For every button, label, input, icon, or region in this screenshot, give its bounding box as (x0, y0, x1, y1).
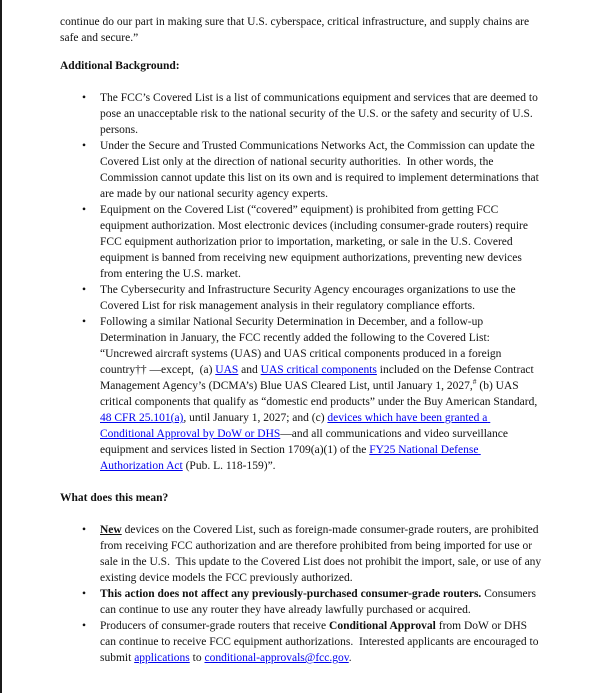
bullet-marker-icon: • (82, 524, 87, 536)
list-item (60, 586, 542, 618)
list-item (60, 90, 542, 138)
list-item (60, 282, 542, 314)
fy25-ndaa-link[interactable]: FY25 National Defense Authorization Act (100, 444, 481, 472)
bullet-marker-icon: • (82, 284, 87, 296)
text-run: (Pub. L. 118-159)”. (182, 460, 276, 472)
heading-additional-background: Additional Background: (60, 60, 180, 72)
uas-link[interactable]: UAS (215, 364, 239, 376)
text-run: This action does not affect any previously-purchased consumer-grade routers. (100, 588, 482, 600)
bullet-marker-icon: • (82, 204, 87, 216)
list-item (60, 618, 542, 666)
bullet-marker-icon: • (82, 316, 87, 328)
text-run: included on the Defense Contract Management Agency’s (DCMA’s) Blue UAS Cleared List, until January 1, 2027, (100, 364, 537, 392)
applications-link[interactable]: applications (134, 652, 190, 664)
text-run: Producers of consumer-grade routers that receive (100, 620, 330, 632)
text-run: The FCC’s Covered List is a list of communications equipment and services that are deemed to pose an unacceptable risk to the national security of the U.S. or the safety and security of U.S. persons. (100, 92, 541, 136)
background-bullet-list (60, 90, 542, 474)
list-item (60, 138, 542, 202)
text-run: , until January 1, 2027; and (c) (183, 412, 328, 424)
text-run: Consumers can continue to use any router they have already lawfully purchased or acquired. (100, 588, 539, 616)
cfr-25-101a-link[interactable]: 48 CFR 25.101(a) (100, 412, 184, 424)
list-item (60, 314, 542, 474)
text-run: New (100, 524, 122, 536)
bullet-marker-icon: • (82, 588, 87, 600)
list-item (60, 522, 545, 586)
text-run: # (472, 377, 477, 387)
text-run: devices on the Covered List, such as foreign-made consumer-grade routers, are prohibited from receiving FCC authorization and are therefore prohibited from being imported for use or sale in the U.S. This update to the Covered List does not prohibit the import, sale, or use of any existing device models the FCC previously authorized. (100, 524, 545, 584)
bullet-marker-icon: • (82, 140, 87, 152)
list-item (60, 202, 542, 282)
text-run: to (189, 652, 205, 664)
heading-what-does-this-mean: What does this mean? (60, 492, 169, 504)
text-run: The Cybersecurity and Infrastructure Security Agency encourages organizations to use the Covered List for risk management analysis in their regulatory compliance efforts. (100, 284, 519, 312)
intro-paragraph: continue do our part in making sure that U.S. cyberspace, critical infrastructure, and supply chains are safe and secure.” (60, 16, 532, 44)
text-run: from DoW or DHS can continue to receive FCC equipment authorizations. Interested applicants are encouraged to submit (100, 620, 542, 664)
bullet-marker-icon: • (82, 620, 87, 632)
text-run: Under the Secure and Trusted Communications Networks Act, the Commission can update the Covered List only at the direction of national security authorities. In other words, the Commission cannot update this list on its own and is required to implement determinations that are made by our national security agency experts. (100, 140, 542, 200)
text-run: . (348, 652, 352, 664)
text-run: —and all communications and video surveillance equipment and services listed in Section 1709(a)(1) of the (100, 428, 511, 456)
uas-critical-components-link[interactable]: UAS critical components (260, 364, 377, 376)
meaning-bullet-list (60, 522, 545, 666)
text-run: Following a similar National Security Determination in December, and a follow-up Determination in January, the FCC recently added the following to the Covered List: “Uncrewed aircraft systems (UAS) and UAS critical components produced in a foreign country†† —except, (a) (100, 316, 505, 376)
bullet-marker-icon: • (82, 92, 87, 104)
text-run: Conditional Approval (329, 620, 436, 632)
text-run: (b) UAS critical components that qualify as “domestic end products” under the Buy American Standard, (100, 380, 541, 408)
conditional-approvals-email-link[interactable]: conditional-approvals@fcc.gov (204, 652, 349, 664)
conditional-approval-devices-link[interactable]: devices which have been granted a Conditional Approval by DoW or DHS (100, 412, 491, 440)
text-run: Equipment on the Covered List (“covered” equipment) is prohibited from getting FCC equipment authorization. Most electronic devices (including consumer-grade routers) require FCC equipment authorization prior to importation, marketing, or sale in the U.S. Covered equipment is banned from receiving new equipment authorizations, preventing new devices from entering the U.S. market. (100, 204, 531, 280)
text-run: and (238, 364, 261, 376)
